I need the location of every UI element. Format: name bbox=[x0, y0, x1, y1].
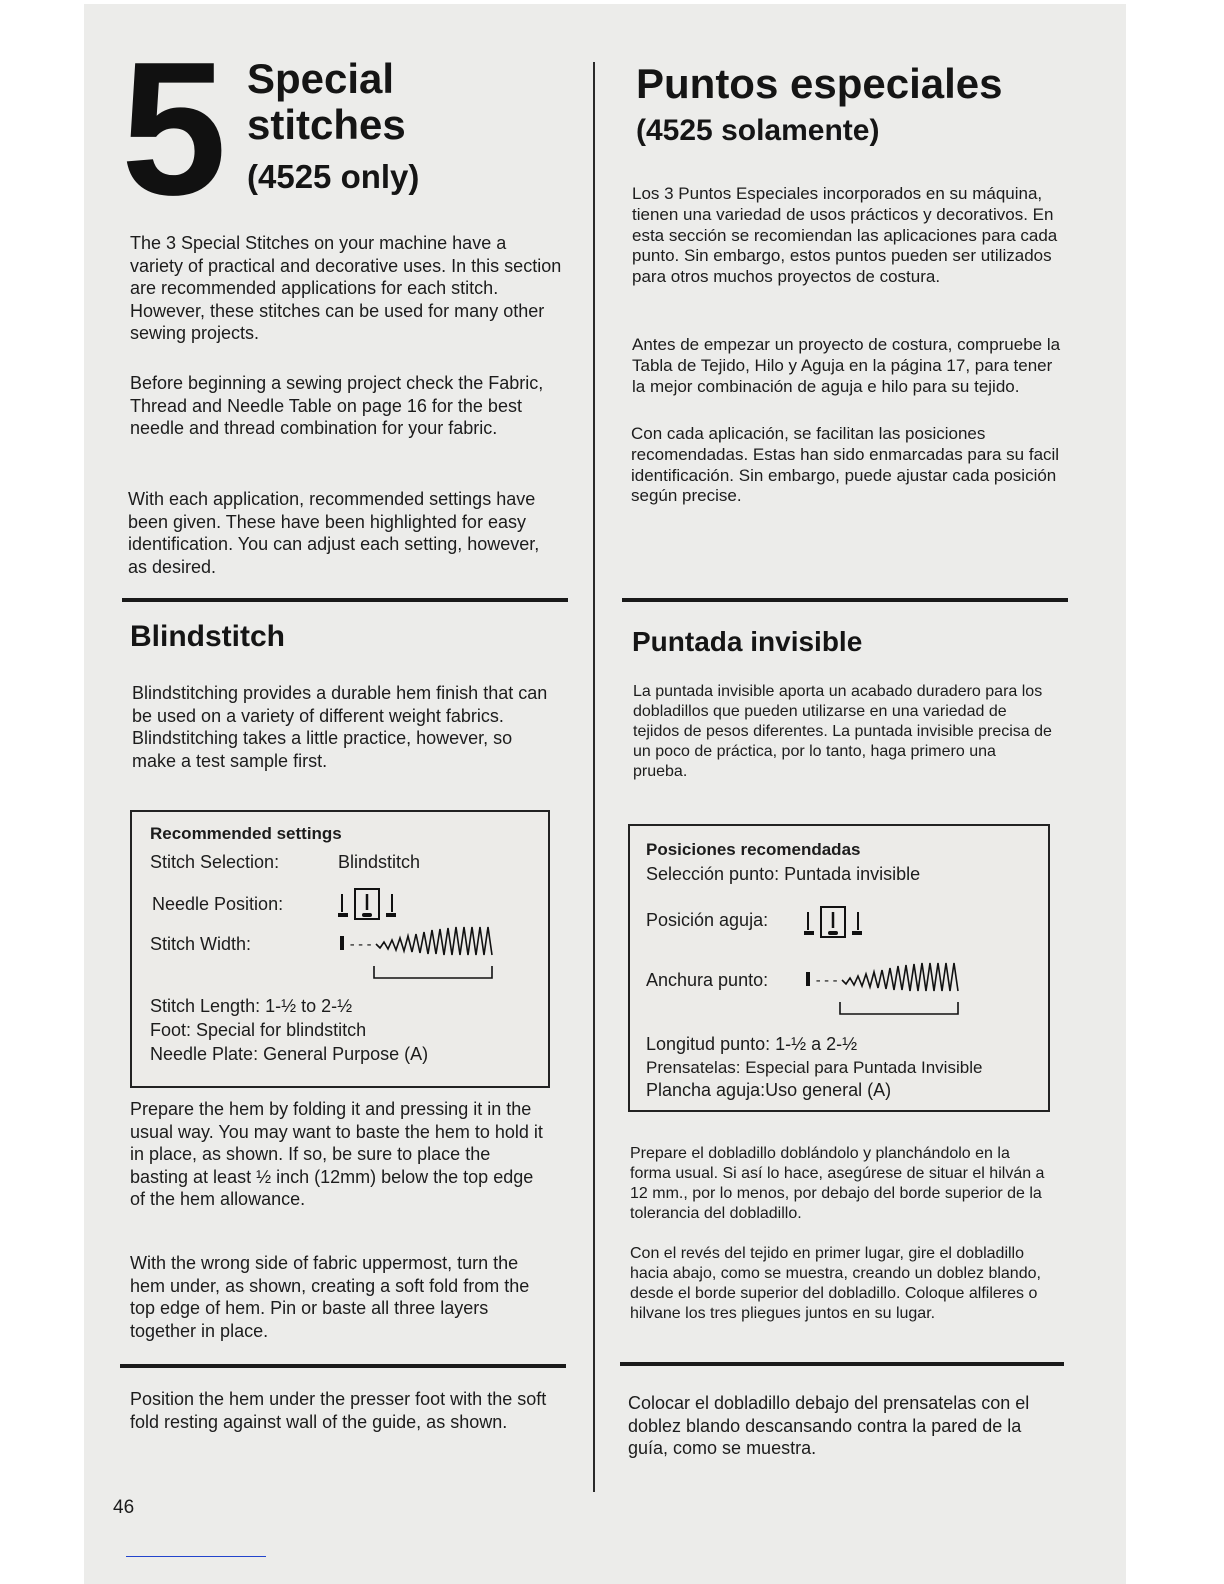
svg-text:---: --- bbox=[814, 973, 840, 989]
stitch-selection-es: Selección punto: Puntada invisible bbox=[646, 864, 921, 884]
stitch-length-en: Stitch Length: 1-½ to 2-½ bbox=[150, 996, 353, 1016]
svg-text:---: --- bbox=[348, 937, 374, 953]
blindstitch-es-intro: La puntada invisible aporta un acabado duradero para los dobladillos que pueden utilizarse en una variedad de tejidos de pesos diferentes. La puntada invisible precisa de un poco de práctica, por lo tanto, haga primero una prueba. bbox=[633, 683, 1052, 780]
page-title-es: Puntos especiales bbox=[636, 60, 1003, 107]
stitch-width-icon bbox=[340, 926, 496, 982]
blindstitch-en-p2: With the wrong side of fabric uppermost, turn the hem under, as shown, creating a soft fold from the top edge of hem. Pin or baste all three layers together in place. bbox=[130, 1253, 530, 1341]
blindstitch-es-p2: Con el revés del tejido en primer lugar, gire el dobladillo hacia abajo, como se muestra, creando un doblez blando, desde el borde superior del dobladillo. Coloque alfileres o hilvane los tres pliegues juntos en su lugar. bbox=[630, 1245, 1041, 1322]
intro-en-p3: With each application, recommended settings have been given. These have been highlighted for easy identification. You can adjust each setting, however, as desired. bbox=[128, 489, 540, 577]
needle-position-label-en: Needle Position: bbox=[152, 894, 284, 914]
settings-heading-es: Posiciones recomendadas bbox=[646, 840, 861, 859]
blindstitch-en-p3: Position the hem under the presser foot with the soft fold resting against wall of the guide, as shown. bbox=[130, 1389, 547, 1432]
section-divider-en-1 bbox=[122, 598, 568, 602]
needle-position-label-es: Posición aguja: bbox=[646, 910, 769, 930]
title-en-line1: Special bbox=[247, 55, 395, 102]
stitch-length-es: Longitud punto: 1-½ a 2-½ bbox=[646, 1034, 858, 1054]
settings-heading-en: Recommended settings bbox=[150, 824, 342, 843]
recommended-settings-box-en bbox=[130, 810, 550, 1088]
section-title-blindstitch-es: Puntada invisible bbox=[632, 626, 863, 657]
needle-position-icon bbox=[336, 886, 398, 922]
blindstitch-es-p3: Colocar el dobladillo debajo del prensatelas con el doblez blando descansando contra la pared de la guía, como se muestra. bbox=[628, 1393, 1030, 1458]
link-underline bbox=[126, 1556, 266, 1557]
intro-en-p1: The 3 Special Stitches on your machine have a variety of practical and decorative uses. In this section are recommended applications for each stitch. However, these stitches can be used for many other sewing projects. bbox=[130, 233, 562, 343]
subtitle-en: (4525 only) bbox=[247, 158, 420, 195]
section-divider-en-2 bbox=[120, 1364, 566, 1368]
stitch-width-label-es: Anchura punto: bbox=[646, 970, 769, 990]
blindstitch-es-p1: Prepare el dobladillo doblándolo y planchándolo en la forma usual. Si así lo hace, asegúrese de situar el hilván a 12 mm., por lo menos, por debajo del borde superior de la tolerancia del dobladillo. bbox=[630, 1145, 1045, 1222]
stitch-selection-label-en: Stitch Selection: bbox=[150, 852, 280, 872]
blindstitch-en-intro: Blindstitching provides a durable hem finish that can be used on a variety of different weight fabrics. Blindstitching takes a little practice, however, so make a test sample first. bbox=[132, 683, 548, 771]
recommended-settings-box-es bbox=[628, 824, 1050, 1112]
stitch-width-label-en: Stitch Width: bbox=[150, 934, 252, 954]
stitch-width-icon-es bbox=[806, 962, 962, 1018]
needle-plate-en: Needle Plate: General Purpose (A) bbox=[150, 1044, 429, 1064]
needle-position-icon-es bbox=[802, 904, 864, 940]
page-number: 46 bbox=[113, 1497, 135, 1518]
page-title-en bbox=[247, 56, 406, 148]
blindstitch-en-p1: Prepare the hem by folding it and pressing it in the usual way. You may want to baste the hem to hold it in place, as shown. If so, be sure to place the basting at least ½ inch (12mm) below the top edge of the hem allowance. bbox=[130, 1099, 543, 1209]
foot-en: Foot: Special for blindstitch bbox=[150, 1020, 367, 1040]
foot-es: Prensatelas: Especial para Puntada Invisible bbox=[646, 1058, 983, 1077]
needle-plate-es: Plancha aguja:Uso general (A) bbox=[646, 1080, 892, 1100]
section-title-blindstitch-en: Blindstitch bbox=[130, 620, 285, 653]
intro-es-p1: Los 3 Puntos Especiales incorporados en su máquina, tienen una variedad de usos prácticos y decorativos. En esta sección se recomiendan las aplicaciones para cada punto. Sin embargo, estos puntos pueden ser utilizados para otros muchos proyectos de costura. bbox=[632, 184, 1058, 287]
intro-es-p2: Antes de empezar un proyecto de costura, compruebe la Tabla de Tejido, Hilo y Aguja en la página 17, para tener la mejor combinación de aguja e hilo para su tejido. bbox=[632, 335, 1061, 396]
section-divider-es-2 bbox=[620, 1362, 1064, 1366]
stitch-selection-value-en: Blindstitch bbox=[338, 852, 421, 872]
title-en-line2: stitches bbox=[247, 101, 406, 148]
intro-es-p3: Con cada aplicación, se facilitan las posiciones recomendadas. Estas han sido enmarcadas para su facil identificación. Sin embargo, puede ajustar cada posición según precise. bbox=[631, 424, 1060, 506]
chapter-number: 5 bbox=[121, 23, 223, 235]
subtitle-es: (4525 solamente) bbox=[636, 114, 880, 147]
section-divider-es-1 bbox=[622, 598, 1068, 602]
intro-en-p2: Before beginning a sewing project check the Fabric, Thread and Needle Table on page 16 for the best needle and thread combination for your fabric. bbox=[130, 373, 544, 438]
column-divider bbox=[593, 62, 595, 1492]
